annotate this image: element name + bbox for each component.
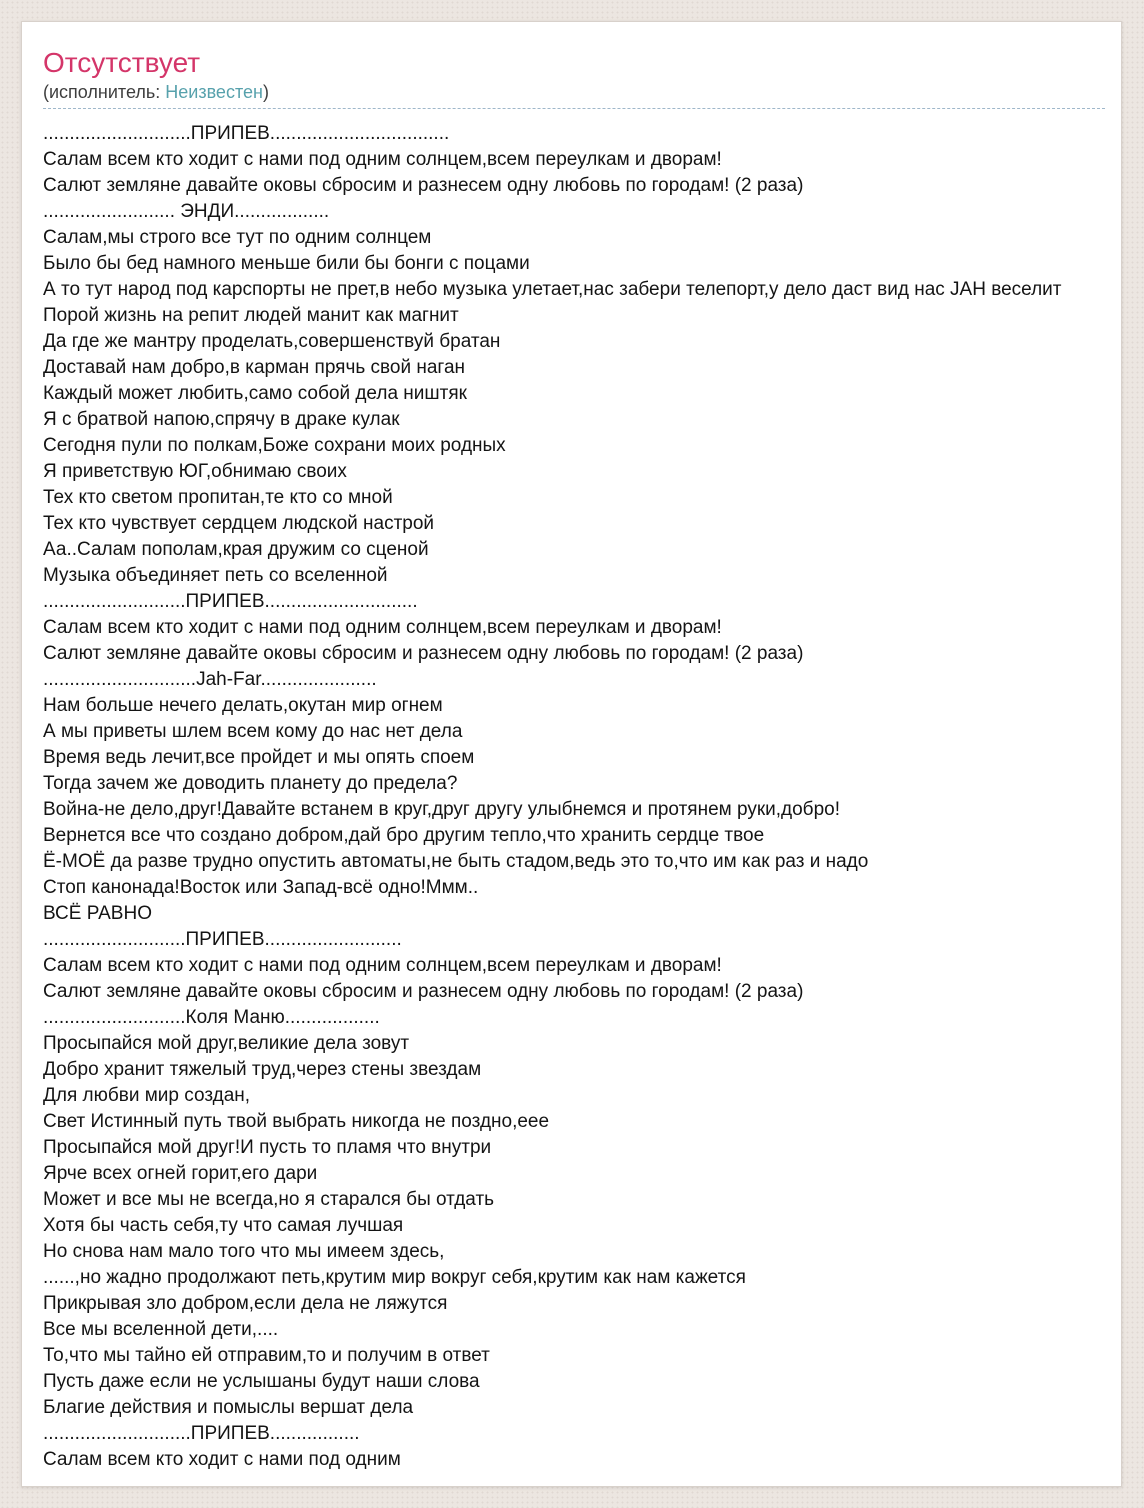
lyric-line: Но снова нам мало того что мы имеем здесь, bbox=[43, 1241, 445, 1262]
lyric-line: ВСЁ РАВНО bbox=[43, 903, 152, 924]
lyric-line: Все мы вселенной дети,.... bbox=[43, 1319, 279, 1340]
lyric-line: Я приветствую ЮГ,обнимаю своих bbox=[43, 461, 347, 482]
lyric-line: Аа..Салам пополам,края дружим со сценой bbox=[43, 539, 429, 560]
lyric-line: Нам больше нечего делать,окутан мир огнем bbox=[43, 695, 443, 716]
lyric-line: Салам всем кто ходит с нами под одним солнцем,всем переулкам и дворам! bbox=[43, 955, 722, 976]
dashed-divider bbox=[43, 108, 1105, 109]
lyric-line: ............................ПРИПЕВ.................................. bbox=[43, 123, 450, 144]
lyric-line: Каждый может любить,само собой дела ништяк bbox=[43, 383, 467, 404]
song-title: Отсутствует bbox=[43, 47, 201, 78]
lyric-line: ...........................ПРИПЕВ.......................... bbox=[43, 929, 402, 950]
lyric-line: Я с братвой напою,спрячу в драке кулак bbox=[43, 409, 400, 430]
artist-suffix: ) bbox=[262, 82, 269, 102]
lyric-line: Было бы бед намного меньше били бы бонги с поцами bbox=[43, 253, 530, 274]
lyric-line: Время ведь лечит,все пройдет и мы опять споем bbox=[43, 747, 475, 768]
lyric-line: Салам всем кто ходит с нами под одним солнцем,всем переулкам и дворам! bbox=[43, 149, 722, 170]
lyrics-panel bbox=[21, 21, 1122, 1487]
artist-link[interactable]: Неизвестен bbox=[165, 82, 263, 102]
lyric-line: Свет Истинный путь твой выбрать никогда не поздно,еее bbox=[43, 1111, 550, 1132]
lyric-line: Музыка объединяет петь со вселенной bbox=[43, 565, 388, 586]
lyric-line: Хотя бы часть себя,ту что самая лучшая bbox=[43, 1215, 404, 1236]
lyrics-text bbox=[43, 121, 1105, 1473]
lyric-line: Вернется все что создано добром,дай бро другим тепло,что хранить сердце твое bbox=[43, 825, 765, 846]
lyric-line: Порой жизнь на репит людей манит как магнит bbox=[43, 305, 459, 326]
lyric-line: ...........................Коля Маню.................. bbox=[43, 1007, 380, 1028]
artist-line bbox=[43, 81, 1105, 103]
lyric-line: Пусть даже если не услышаны будут наши слова bbox=[43, 1371, 480, 1392]
lyric-line: Прикрывая зло добром,если дела не ляжутся bbox=[43, 1293, 448, 1314]
artist-label: (исполнитель: bbox=[43, 82, 166, 102]
lyric-line: А то тут народ под карспорты не прет,в небо музыка улетает,нас забери телепорт,у дело даст вид нас JAH веселит bbox=[43, 279, 1062, 300]
lyric-line: ......,но жадно продолжают петь,крутим мир вокруг себя,крутим как нам кажется bbox=[43, 1267, 746, 1288]
lyric-line: ...........................ПРИПЕВ............................. bbox=[43, 591, 418, 612]
lyric-line: Салют земляне давайте оковы сбросим и разнесем одну любовь по городам! (2 раза) bbox=[43, 981, 804, 1002]
lyric-line: Стоп канонада!Восток или Запад-всё одно!Ммм.. bbox=[43, 877, 479, 898]
lyric-line: Салам всем кто ходит с нами под одним солнцем,всем переулкам и дворам! bbox=[43, 617, 722, 638]
lyric-line: Война-не дело,друг!Давайте встанем в круг,друг другу улыбнемся и протянем руки,добро! bbox=[43, 799, 840, 820]
lyric-line: Просыпайся мой друг,великие дела зовут bbox=[43, 1033, 410, 1054]
lyric-line: Сегодня пули по полкам,Боже сохрани моих родных bbox=[43, 435, 506, 456]
lyric-line: Может и все мы не всегда,но я старался бы отдать bbox=[43, 1189, 495, 1210]
lyric-line: Да где же мантру проделать,совершенствуй братан bbox=[43, 331, 501, 352]
lyric-line: Тогда зачем же доводить планету до предела? bbox=[43, 773, 458, 794]
lyric-line: А мы приветы шлем всем кому до нас нет дела bbox=[43, 721, 463, 742]
lyric-line: Салют земляне давайте оковы сбросим и разнесем одну любовь по городам! (2 раза) bbox=[43, 643, 804, 664]
lyric-line: ............................ПРИПЕВ................. bbox=[43, 1423, 360, 1444]
lyric-line: Салам всем кто ходит с нами под одним bbox=[43, 1449, 401, 1470]
lyric-line: Для любви мир создан, bbox=[43, 1085, 251, 1106]
lyric-line: Ярче всех огней горит,его дари bbox=[43, 1163, 318, 1184]
lyric-line: Тех кто чувствует сердцем людской настрой bbox=[43, 513, 435, 534]
lyric-line: Салют земляне давайте оковы сбросим и разнесем одну любовь по городам! (2 раза) bbox=[43, 175, 804, 196]
lyric-line: Просыпайся мой друг!И пусть то пламя что внутри bbox=[43, 1137, 492, 1158]
lyric-line: ......................... ЭНДИ.................. bbox=[43, 201, 330, 222]
lyric-line: То,что мы тайно ей отправим,то и получим в ответ bbox=[43, 1345, 490, 1366]
lyric-line: Благие действия и помыслы вершат дела bbox=[43, 1397, 414, 1418]
lyric-line: .............................Jah-Far...................... bbox=[43, 669, 377, 690]
lyric-line: Добро хранит тяжелый труд,через стены звездам bbox=[43, 1059, 482, 1080]
lyric-line: Салам,мы строго все тут по одним солнцем bbox=[43, 227, 432, 248]
lyric-line: Ё-МОЁ да разве трудно опустить автоматы,не быть стадом,ведь это то,что им как раз и надо bbox=[43, 851, 869, 872]
lyric-line: Доставай нам добро,в карман прячь свой наган bbox=[43, 357, 466, 378]
lyric-line: Тех кто светом пропитан,те кто со мной bbox=[43, 487, 393, 508]
